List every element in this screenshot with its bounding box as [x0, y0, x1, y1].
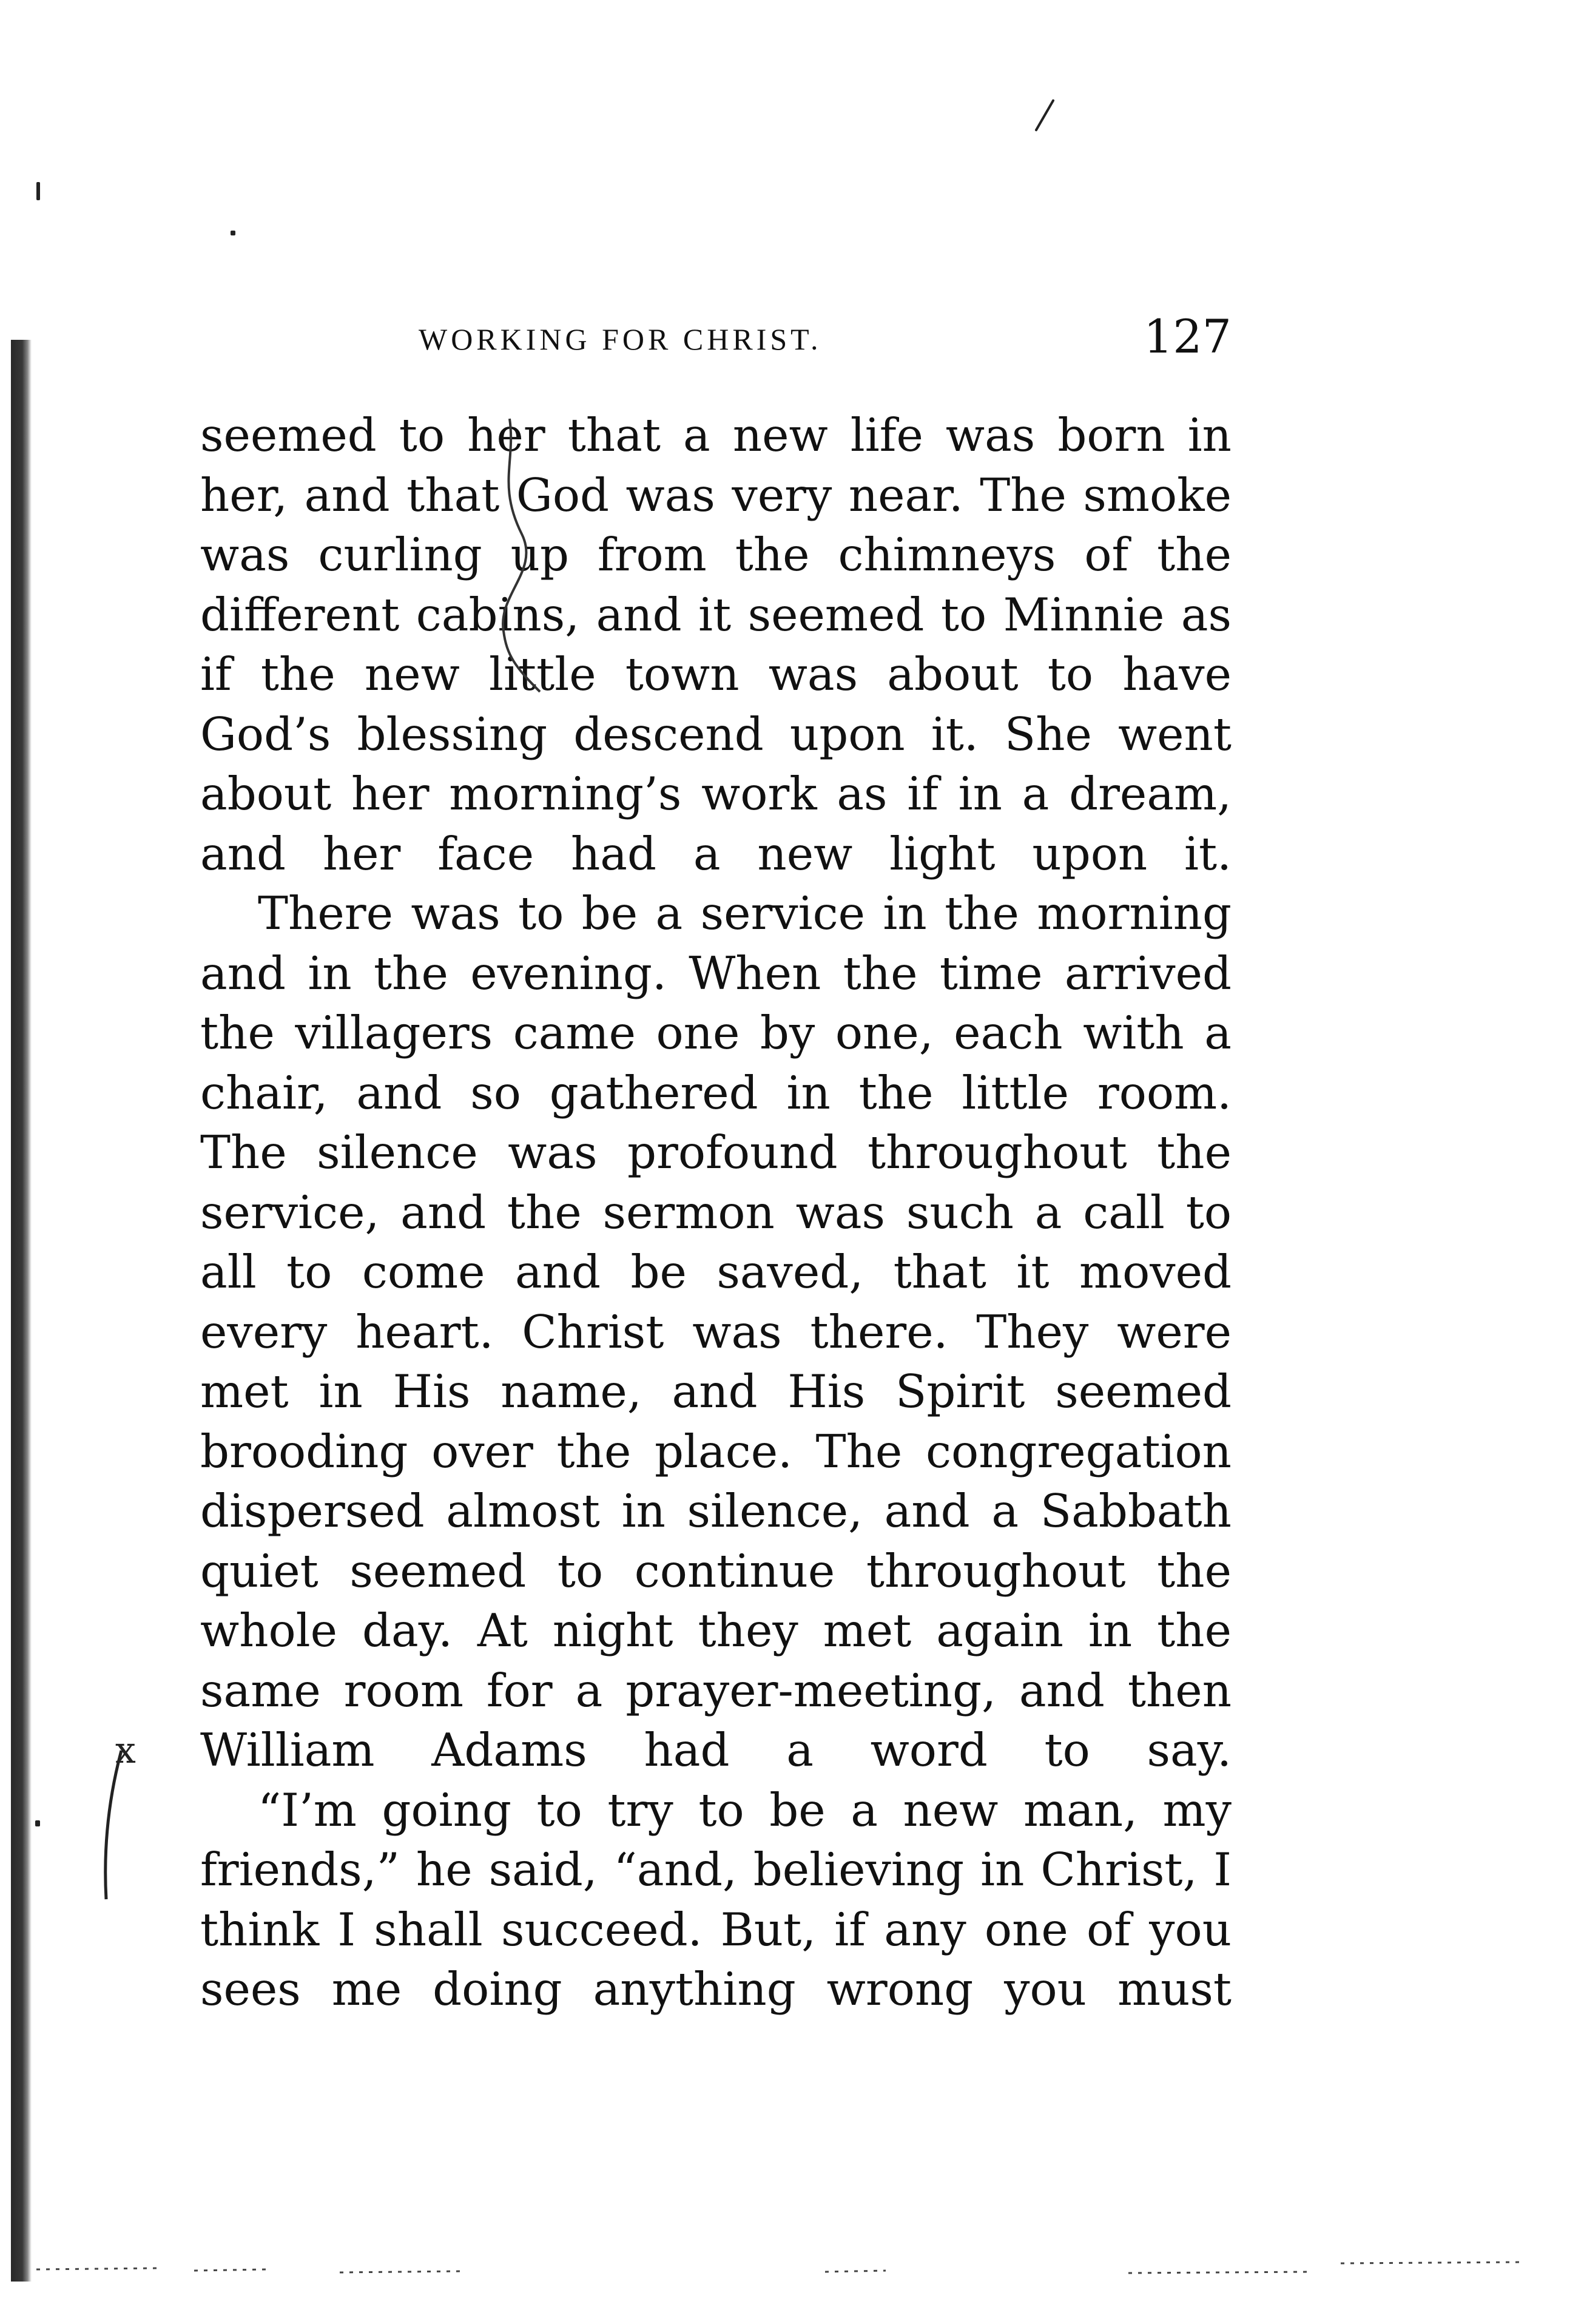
paragraph-1: seemed to her that a new life was born in her, and that God was very near. The smoke was curling up from the chimneys of the different cabins, and it seemed to Minnie as if the new little town was about to have God’s blessing descend upon it. She went about her morning’s work as if in a dream, and her face had a new light upon it. — [200, 408, 1232, 880]
scan-speck — [35, 1820, 40, 1826]
pencil-bracket-mark — [473, 413, 558, 704]
scan-noise — [36, 2245, 1553, 2282]
paragraph-3: “I’m going to try to be a new man, my friends,” he said, “and, believing in Christ, I think I shall succeed. But, if any one of you sees me doing anything wrong you must — [200, 1783, 1232, 2016]
scan-speck — [1034, 99, 1054, 132]
scan-speck — [36, 182, 40, 200]
paragraph-2: There was to be a service in the morning and in the evening. When the time arrived the villagers came one by one, each with a chair, and so gathered in the little room. The silence was profound throughout the service, and the sermon was such a call to all to come and be saved, that it moved every heart. Christ was there. They were met in His name, and His Spirit seemed brooding over the place. The congregation dispersed almost in silence, and a Sabbath quiet seemed to continue throughout the whole day. At night they met again in the same room for a prayer-meeting, and then William Adams had a word to say. — [200, 887, 1232, 1777]
body-text — [200, 405, 1232, 2019]
running-head: WORKING FOR CHRIST. — [419, 322, 822, 356]
scan-speck — [231, 231, 235, 235]
pencil-margin-stroke — [91, 1748, 140, 1905]
page-number: 127 — [1143, 309, 1232, 363]
margin-x-mark: x — [115, 1729, 136, 1772]
page-binding-edge — [11, 340, 32, 2282]
page-header — [200, 303, 1232, 370]
